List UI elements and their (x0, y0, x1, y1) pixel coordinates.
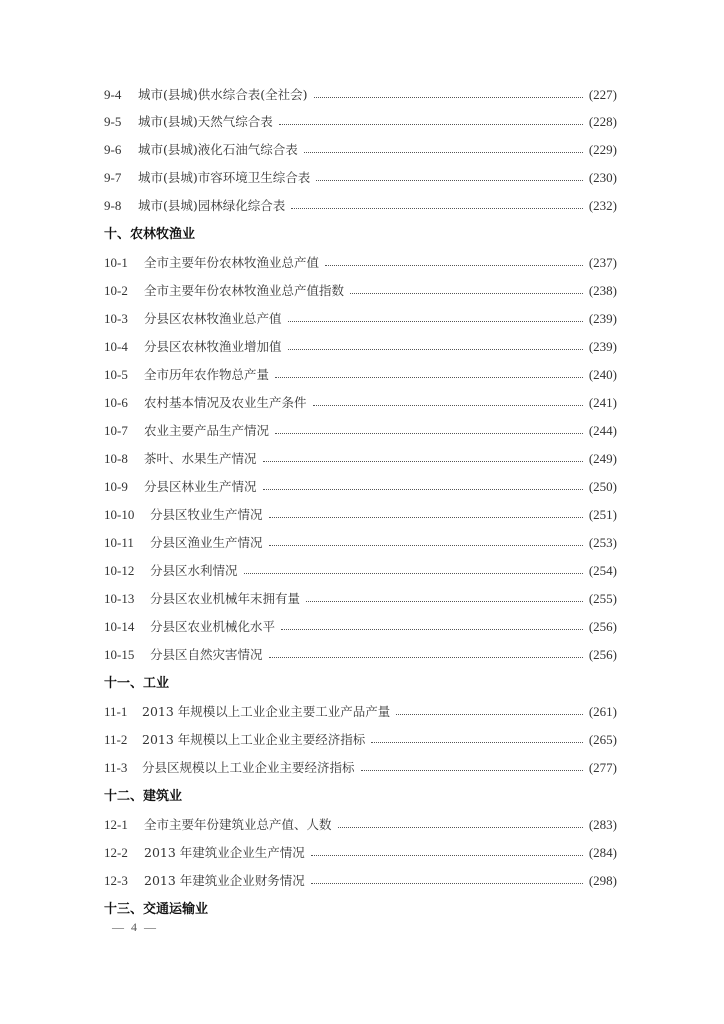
entry-title: 城市(县城)天然气综合表 (138, 114, 273, 129)
toc-entry[interactable] (104, 703, 617, 721)
entry-number: 10-7 (104, 423, 128, 438)
toc-entry[interactable] (104, 534, 617, 552)
dot-leader (275, 376, 583, 378)
dot-leader (338, 826, 583, 828)
entry-number: 12-3 (104, 873, 128, 888)
toc-entry[interactable] (104, 872, 617, 890)
toc-entry[interactable] (104, 759, 617, 777)
entry-number: 10-5 (104, 367, 128, 382)
entry-number: 10-12 (104, 563, 135, 578)
entry-title: 农村基本情况及农业生产条件 (144, 395, 307, 410)
dot-leader (304, 151, 583, 153)
toc-entry[interactable] (104, 478, 617, 496)
entry-title: 全市历年农作物总产量 (144, 367, 270, 382)
entry-page: (283) (588, 817, 617, 832)
entry-number: 9-6 (104, 142, 122, 157)
entry-number: 10-15 (104, 647, 135, 662)
toc-entry[interactable] (104, 506, 617, 524)
entry-number: 10-11 (104, 535, 134, 550)
entry-page: (238) (588, 283, 617, 298)
dot-leader (288, 320, 583, 322)
toc-entry[interactable] (104, 254, 617, 272)
entry-number: 10-10 (104, 507, 135, 522)
toc-entry[interactable] (104, 450, 617, 468)
entry-title: 分县区水利情况 (150, 563, 238, 578)
dot-leader (371, 741, 583, 743)
dot-leader (244, 572, 583, 574)
dot-leader (325, 264, 583, 266)
toc-entry[interactable] (104, 366, 617, 384)
entry-page: (265) (588, 732, 617, 747)
entry-number: 9-7 (104, 170, 122, 185)
section-heading: 十一、工业 (104, 676, 170, 691)
dot-leader (269, 516, 583, 518)
section-heading: 十二、建筑业 (104, 789, 183, 804)
entry-page: (227) (588, 87, 617, 102)
entry-title: 分县区渔业生产情况 (150, 535, 263, 550)
toc-entry[interactable] (104, 562, 617, 580)
dot-leader (396, 713, 583, 715)
toc-entry[interactable] (104, 731, 617, 749)
entry-page: (237) (588, 255, 617, 270)
entry-page: (251) (588, 507, 617, 522)
entry-number: 11-1 (104, 704, 128, 719)
dot-leader (263, 460, 583, 462)
entry-page: (244) (588, 423, 617, 438)
entry-number: 10-2 (104, 283, 128, 298)
entry-page: (298) (588, 873, 617, 888)
toc-entry[interactable] (104, 86, 617, 104)
entry-page: (239) (588, 339, 617, 354)
entry-page: (284) (588, 845, 617, 860)
entry-title: 全市主要年份农林牧渔业总产值 (144, 255, 320, 270)
entry-number: 10-4 (104, 339, 128, 354)
toc-entry[interactable] (104, 646, 617, 664)
toc-entry[interactable] (104, 169, 617, 187)
entry-title: 城市(县城)供水综合表(全社会) (138, 87, 308, 102)
dot-leader (311, 882, 583, 884)
dot-leader (269, 544, 583, 546)
entry-title: 2013 年建筑业企业生产情况 (144, 845, 305, 860)
entry-page: (250) (588, 479, 617, 494)
entry-title: 分县区农林牧渔业总产值 (144, 311, 282, 326)
entry-page: (240) (588, 367, 617, 382)
toc-entry[interactable] (104, 197, 617, 215)
dot-leader (306, 600, 583, 602)
entry-page: (230) (588, 170, 617, 185)
entry-number: 10-8 (104, 451, 128, 466)
entry-page: (254) (588, 563, 617, 578)
entry-page: (255) (588, 591, 617, 606)
toc-entry[interactable] (104, 394, 617, 412)
dot-leader (311, 854, 583, 856)
entry-number: 10-3 (104, 311, 128, 326)
entry-page: (229) (588, 142, 617, 157)
dot-leader (263, 488, 583, 490)
dot-leader (288, 348, 583, 350)
entry-number: 9-5 (104, 114, 122, 129)
entry-number: 10-14 (104, 619, 135, 634)
entry-title: 分县区林业生产情况 (144, 479, 257, 494)
entry-title: 分县区自然灾害情况 (150, 647, 263, 662)
dot-leader (313, 404, 583, 406)
toc-entry[interactable] (104, 816, 617, 834)
toc-entry[interactable] (104, 618, 617, 636)
entry-title: 茶叶、水果生产情况 (144, 451, 257, 466)
entry-number: 10-1 (104, 255, 128, 270)
entry-title: 分县区农林牧渔业增加值 (144, 339, 282, 354)
entry-number: 9-8 (104, 198, 122, 213)
entry-title: 2013 年规模以上工业企业主要经济指标 (142, 732, 366, 747)
entry-page: (261) (588, 704, 617, 719)
entry-title: 城市(县城)园林绿化综合表 (138, 198, 286, 213)
dot-leader (291, 207, 583, 209)
toc-entry[interactable] (104, 590, 617, 608)
entry-page: (249) (588, 451, 617, 466)
dot-leader (361, 769, 583, 771)
dot-leader (350, 292, 583, 294)
entry-number: 11-2 (104, 732, 128, 747)
entry-number: 10-9 (104, 479, 128, 494)
dot-leader (269, 656, 583, 658)
dot-leader (279, 123, 583, 125)
entry-number: 12-1 (104, 817, 128, 832)
section-heading: 十、农林牧渔业 (104, 227, 196, 242)
entry-page: (256) (588, 619, 617, 634)
entry-number: 11-3 (104, 760, 128, 775)
entry-title: 农业主要产品生产情况 (144, 423, 270, 438)
entry-title: 分县区规模以上工业企业主要经济指标 (142, 760, 355, 775)
dot-leader (316, 179, 583, 181)
entry-title: 分县区农业机械化水平 (150, 619, 276, 634)
toc-entry[interactable] (104, 338, 617, 356)
section-heading: 十三、交通运输业 (104, 902, 209, 917)
entry-number: 10-13 (104, 591, 135, 606)
entry-number: 12-2 (104, 845, 128, 860)
toc-entry[interactable] (104, 113, 617, 131)
entry-title: 2013 年建筑业企业财务情况 (144, 873, 305, 888)
toc-entry[interactable] (104, 844, 617, 862)
entry-page: (241) (588, 395, 617, 410)
entry-title: 分县区牧业生产情况 (150, 507, 263, 522)
entry-page: (239) (588, 311, 617, 326)
dot-leader (275, 432, 583, 434)
entry-page: (253) (588, 535, 617, 550)
toc-entry[interactable] (104, 141, 617, 159)
dot-leader (281, 628, 583, 630)
entry-title: 城市(县城)液化石油气综合表 (138, 142, 298, 157)
entry-title: 分县区农业机械年末拥有量 (150, 591, 301, 606)
page-number-footer: — 4 — (112, 920, 158, 934)
entry-number: 10-6 (104, 395, 128, 410)
dot-leader (314, 96, 583, 98)
entry-title: 全市主要年份农林牧渔业总产值指数 (144, 283, 345, 298)
toc-entry[interactable] (104, 422, 617, 440)
entry-title: 2013 年规模以上工业企业主要工业产品产量 (142, 704, 391, 719)
toc-entry[interactable] (104, 282, 617, 300)
entry-page: (228) (588, 114, 617, 129)
entry-page: (256) (588, 647, 617, 662)
entry-page: (232) (588, 198, 617, 213)
entry-number: 9-4 (104, 87, 122, 102)
toc-entry[interactable] (104, 310, 617, 328)
entry-title: 全市主要年份建筑业总产值、人数 (144, 817, 332, 832)
entry-title: 城市(县城)市容环境卫生综合表 (138, 170, 311, 185)
entry-page: (277) (588, 760, 617, 775)
